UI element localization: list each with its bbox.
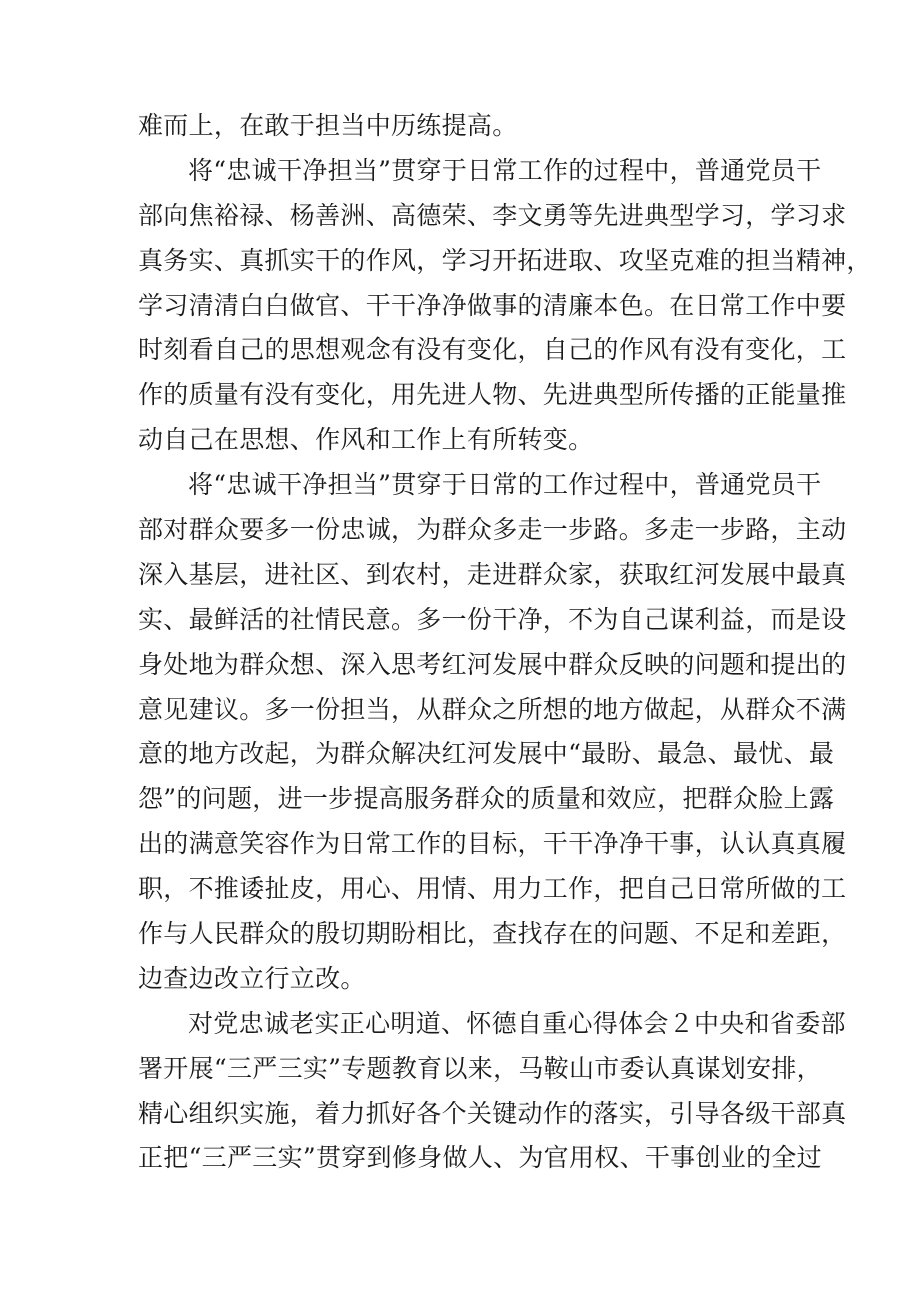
text-line: 将“忠诚干净担当”贯穿于日常工作的过程中，普通党员干: [188, 155, 822, 185]
text-line: 正把“三严三实”贯穿到修身做人、为官用权、干事创业的全过: [138, 1143, 822, 1173]
text-line: 意见建议。多一份担当，从群众之所想的地方做起，从群众不满: [138, 694, 847, 724]
text-line: 实、最鲜活的社情民意。多一份干净，不为自己谋利益，而是设: [138, 604, 847, 634]
text-line: 部向焦裕禄、杨善洲、高德荣、李文勇等先进典型学习，学习求: [138, 200, 847, 230]
text-line: 部对群众要多一份忠诚，为群众多走一步路。多走一步路，主动: [138, 515, 847, 545]
paragraph: [138, 104, 786, 149]
text-line: 学习清清白白做官、干干净净做事的清廉本色。在日常工作中要: [138, 290, 847, 320]
text-line: 动自己在思想、作风和工作上有所转变。: [138, 425, 594, 455]
text-line: 出的满意笑容作为日常工作的目标，干干净净干事，认认真真履: [138, 829, 847, 859]
text-line: 署开展“三严三实”专题教育以来，马鞍山市委认真谋划安排，: [138, 1053, 822, 1083]
text-line: 边查边改立行立改。: [138, 963, 366, 993]
text-line: 将“忠诚干净担当”贯穿于日常的工作过程中，普通党员干: [188, 470, 822, 500]
text-line: 作与人民群众的殷切期盼相比，查找存在的问题、不足和差距，: [138, 919, 847, 949]
text-line: 职，不推诿扯皮，用心、用情、用力工作，把自己日常所做的工: [138, 874, 847, 904]
text-line: 对党忠诚老实正心明道、怀德自重心得体会２中央和省委部: [188, 1008, 846, 1038]
text-line: 深入基层，进社区、到农村，走进群众家，获取红河发展中最真: [138, 559, 847, 589]
text-line: 难而上，在敢于担当中历练提高。: [138, 111, 518, 140]
text-line: 作的质量有没有变化，用先进人物、先进典型所传播的正能量推: [138, 380, 847, 410]
paragraph: [138, 149, 872, 463]
paragraph: [138, 463, 847, 1002]
text-line: 意的地方改起，为群众解决红河发展中“最盼、最急、最忧、最: [138, 739, 835, 769]
text-line: 身处地为群众想、深入思考红河发展中群众反映的问题和提出的: [138, 649, 847, 679]
text-line: 怨”的问题，进一步提高服务群众的质量和效应，把群众脸上露: [138, 784, 835, 814]
text-line: 真务实、真抓实干的作风，学习开拓进取、攻坚克难的担当精神，: [138, 245, 872, 275]
text-line: 时刻看自己的思想观念有没有变化，自己的作风有没有变化，工: [138, 335, 847, 365]
paragraph: [138, 1002, 847, 1182]
text-line: 精心组织实施，着力抓好各个关键动作的落实，引导各级干部真: [138, 1098, 847, 1128]
document-body: [138, 104, 872, 1181]
